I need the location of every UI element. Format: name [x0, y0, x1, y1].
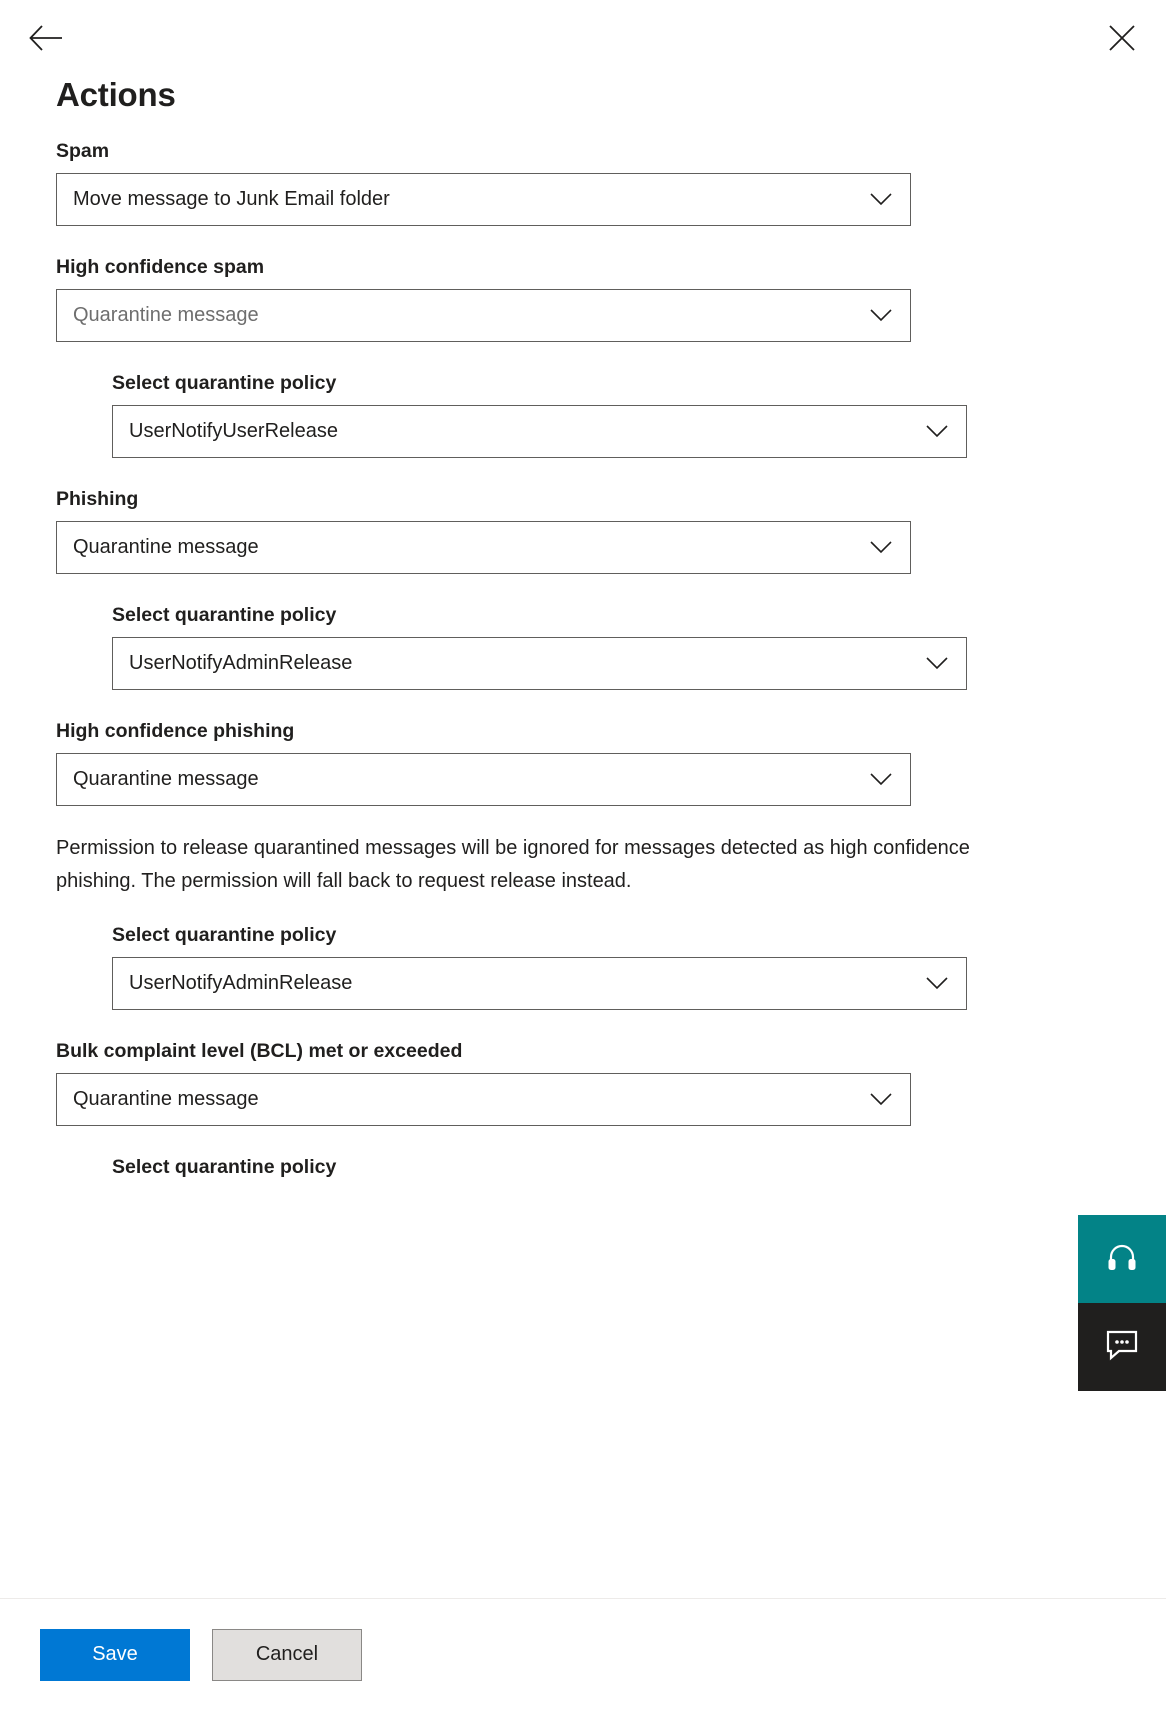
panel-footer — [0, 1598, 1166, 1710]
field-high-confidence-phishing — [56, 720, 1110, 806]
spam-action-value: Move message to Junk Email folder — [73, 188, 390, 210]
high-confidence-spam-label: High confidence spam — [56, 256, 265, 278]
panel-content — [0, 76, 1166, 1598]
field-hcp-quarantine-policy — [112, 924, 1110, 1010]
field-bulk-complaint-level — [56, 1040, 1110, 1126]
phishing-policy-label: Select quarantine policy — [112, 604, 337, 626]
hcp-policy-value: UserNotifyAdminRelease — [129, 972, 353, 994]
chat-icon — [1105, 1329, 1139, 1366]
panel-header — [0, 0, 1166, 76]
field-hcs-quarantine-policy — [112, 372, 1110, 458]
chevron-down-icon — [868, 535, 894, 561]
field-high-confidence-spam — [56, 256, 1110, 342]
high-confidence-spam-dropdown[interactable] — [56, 289, 911, 342]
support-button[interactable] — [1078, 1215, 1166, 1303]
chevron-down-icon — [924, 971, 950, 997]
chevron-down-icon — [868, 767, 894, 793]
hcs-policy-label: Select quarantine policy — [112, 372, 337, 394]
hcs-policy-value: UserNotifyUserRelease — [129, 420, 338, 442]
high-confidence-phishing-label: High confidence phishing — [56, 720, 295, 742]
chevron-down-icon — [868, 1087, 894, 1113]
chevron-down-icon — [868, 187, 894, 213]
headset-icon — [1105, 1240, 1139, 1279]
cancel-button[interactable]: Cancel — [212, 1629, 362, 1681]
high-confidence-phishing-note: Permission to release quarantined messages will be ignored for messages detected as high confidence phishing. The permission will fall back to request release instead. — [56, 837, 970, 892]
phishing-policy-dropdown[interactable] — [112, 637, 967, 690]
bulk-action-value: Quarantine message — [73, 1088, 259, 1110]
phishing-label: Phishing — [56, 488, 139, 510]
bulk-label: Bulk complaint level (BCL) met or exceeded — [56, 1040, 463, 1062]
phishing-policy-value: UserNotifyAdminRelease — [129, 652, 353, 674]
hcs-policy-dropdown[interactable] — [112, 405, 967, 458]
page-title: Actions — [56, 76, 176, 113]
help-widgets — [1078, 1215, 1166, 1391]
chevron-down-icon — [868, 303, 894, 329]
field-spam — [56, 140, 1110, 226]
high-confidence-phishing-dropdown[interactable] — [56, 753, 911, 806]
bulk-policy-label: Select quarantine policy — [112, 1156, 337, 1178]
field-phishing-quarantine-policy — [112, 604, 1110, 690]
high-confidence-spam-value: Quarantine message — [73, 304, 259, 326]
hcp-policy-label: Select quarantine policy — [112, 924, 337, 946]
spam-label: Spam — [56, 140, 110, 162]
high-confidence-phishing-value: Quarantine message — [73, 768, 259, 790]
chevron-down-icon — [924, 419, 950, 445]
spam-action-dropdown[interactable] — [56, 173, 911, 226]
phishing-action-dropdown[interactable] — [56, 521, 911, 574]
chevron-down-icon — [924, 651, 950, 677]
bulk-action-dropdown[interactable] — [56, 1073, 911, 1126]
phishing-action-value: Quarantine message — [73, 536, 259, 558]
close-icon[interactable] — [1098, 14, 1146, 62]
save-button[interactable]: Save — [40, 1629, 190, 1681]
field-phishing — [56, 488, 1110, 574]
arrow-left-icon[interactable] — [22, 16, 70, 60]
hcp-policy-dropdown[interactable] — [112, 957, 967, 1010]
feedback-button[interactable] — [1078, 1303, 1166, 1391]
